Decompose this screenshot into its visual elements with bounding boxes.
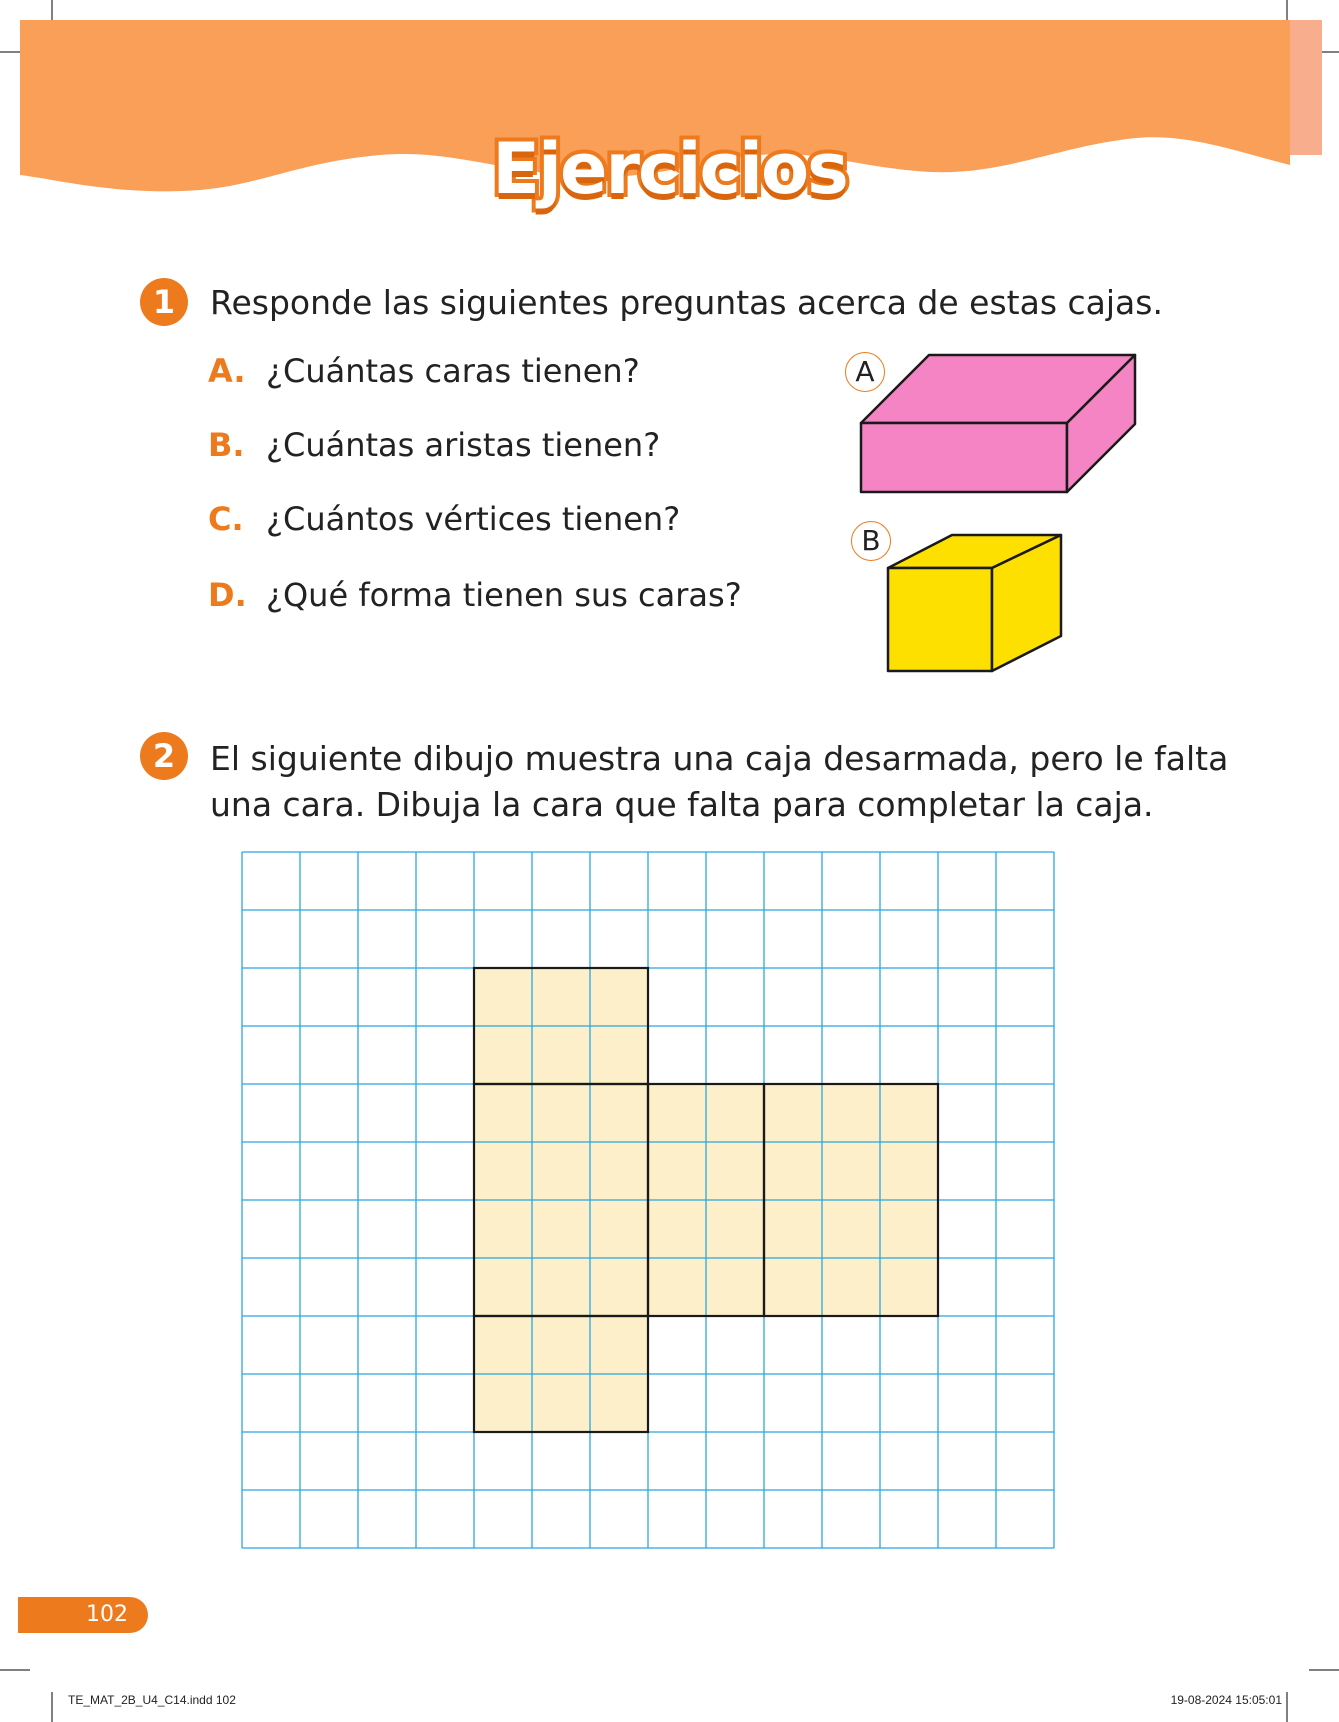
question-text: ¿Cuántas aristas tienen? (266, 426, 661, 464)
question-letter: D. (208, 576, 247, 614)
exercise-2-badge: 2 (140, 732, 188, 780)
question-letter: B. (208, 426, 245, 464)
exercise-2-statement-line2: una cara. Dibuja la cara que falta para completar la caja. (210, 785, 1154, 824)
boxes-illustration (0, 0, 1339, 700)
question-letter: A. (208, 352, 246, 390)
question-text: ¿Cuántas caras tienen? (266, 352, 640, 390)
exercise-1-badge: 1 (140, 278, 188, 326)
question-text: ¿Cuántos vértices tienen? (266, 500, 681, 538)
question-text: ¿Qué forma tienen sus caras? (266, 576, 742, 614)
footer-timestamp: 19-08-2024 15:05:01 (1170, 1693, 1282, 1707)
box-net-grid (240, 850, 1060, 1550)
footer-file-info: TE_MAT_2B_U4_C14.indd 102 (68, 1693, 236, 1707)
shape-label-b: B (851, 521, 891, 561)
box-b-front (888, 568, 992, 671)
question-letter: C. (208, 500, 244, 538)
exercise-1-statement: Responde las siguientes preguntas acerca de estas cajas. (210, 283, 1163, 322)
page-title: Ejercicios (492, 128, 847, 210)
page-number: 102 (18, 1597, 148, 1633)
shape-label-a: A (845, 352, 885, 392)
box-a-front (861, 423, 1067, 492)
exercise-2-statement-line1: El siguiente dibujo muestra una caja desarmada, pero le falta (210, 739, 1229, 778)
